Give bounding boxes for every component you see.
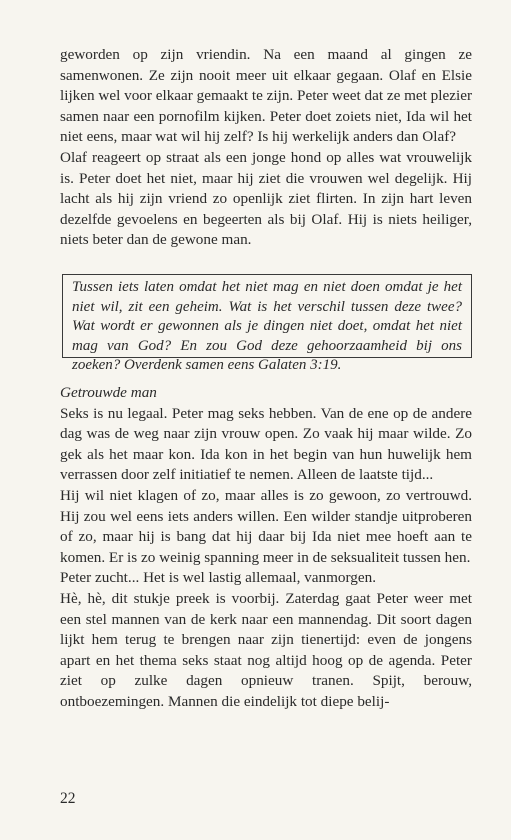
paragraph: Olaf reageert op straat als een jonge hond op alles wat vrouwelijk is. Peter doet het niet, maar hij ziet die vrouwen wel degelijk. Hij lacht als hij zijn vriend zo openlijk ziet flirten. In zijn hart leven dezelfde gevoelens en begeerten als bij Olaf. Hij is niets heiliger, niets beter dan de gewone man. — [60, 148, 472, 249]
paragraph: Peter zucht... Het is wel lastig allemaal, vanmorgen. — [60, 569, 377, 587]
reflection-text: Tussen iets laten omdat het niet mag en niet doen omdat je het niet wil, zit een geheim. Wat is het verschil tussen deze twee? Wat wordt er gewonnen als je dingen niet doet, omdat het niet mag van God? En zou God deze gehoorzaamheid bij ons zoeken? Overdenk samen eens Galaten 3:19. — [72, 279, 462, 374]
paragraph: geworden op zijn vriendin. Na een maand al gingen ze samenwonen. Ze zijn nooit meer uit elkaar gegaan. Olaf en Elsie lijken wel voor elkaar gemaakt te zijn. Peter weet dat ze met plezier samen naar een pornofilm kijken. Peter doet zoiets niet, Ida wil het niet eens, maar wat wil hij zelf? Is hij werkelijk anders dan Olaf? — [60, 46, 472, 146]
page-number: 22 — [60, 790, 76, 807]
body-text-bottom — [60, 383, 472, 713]
section-heading: Getrouwde man — [60, 384, 157, 401]
reflection-box — [62, 274, 472, 374]
paragraph: Hè, hè, dit stukje preek is voorbij. Zaterdag gaat Peter weer met een stel mannen van de kerk naar een mannendag. Dit soort dagen lijkt hem terug te brengen naar zijn tienertijd: even de jongens apart en het thema seks staat nog altijd hoog op de agenda. Peter ziet op zulke dagen opnieuw tranen. Spijt, berouw, ontboezemingen. Mannen die eindelijk tot diepe belij- — [60, 589, 472, 710]
paragraph: Seks is nu legaal. Peter mag seks hebben. Van de ene op de andere dag was de weg naar zijn vrouw open. Zo vaak hij maar wilde. Zo gek als het maar kon. Ida kon in het begin van hun huwelijk hem verrassen door zelf initiatief te nemen. Alleen de laatste tijd... — [60, 404, 472, 484]
paragraph: Hij wil niet klagen of zo, maar alles is zo gewoon, zo vertrouwd. Hij zou wel eens iets anders willen. Een wilder standje uitproberen of zo, maar hij is bang dat hij daar bij Ida niet mee hoeft aan te komen. Er is zo weinig spanning meer in de seksualiteit tussen hen. — [60, 486, 472, 566]
body-text-top — [60, 45, 472, 251]
